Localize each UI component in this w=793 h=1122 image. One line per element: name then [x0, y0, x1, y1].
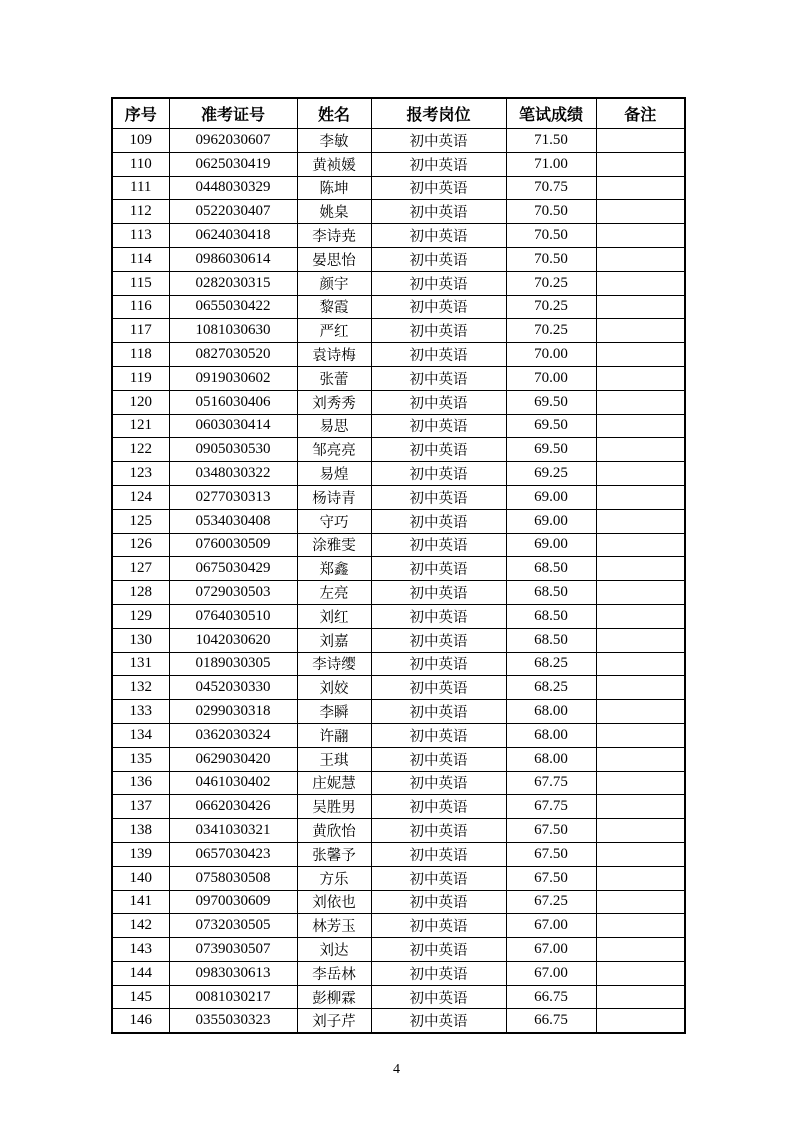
cell-index: 136 — [112, 771, 169, 795]
cell-score: 67.50 — [506, 819, 596, 843]
cell-name: 方乐 — [297, 866, 371, 890]
cell-ticket: 0452030330 — [169, 676, 297, 700]
column-header-remark: 备注 — [596, 98, 685, 129]
cell-ticket: 0657030423 — [169, 842, 297, 866]
cell-score: 68.25 — [506, 676, 596, 700]
cell-score: 70.25 — [506, 295, 596, 319]
cell-name: 郑鑫 — [297, 557, 371, 581]
cell-position: 初中英语 — [371, 438, 506, 462]
cell-name: 李诗缨 — [297, 652, 371, 676]
cell-score: 67.00 — [506, 961, 596, 985]
column-header-index: 序号 — [112, 98, 169, 129]
cell-position: 初中英语 — [371, 747, 506, 771]
cell-index: 120 — [112, 390, 169, 414]
cell-remark — [596, 961, 685, 985]
cell-position: 初中英语 — [371, 224, 506, 248]
table-row — [112, 628, 685, 652]
cell-position: 初中英语 — [371, 319, 506, 343]
cell-ticket: 0362030324 — [169, 723, 297, 747]
cell-position: 初中英语 — [371, 1009, 506, 1033]
cell-index: 125 — [112, 509, 169, 533]
cell-remark — [596, 152, 685, 176]
cell-score: 70.25 — [506, 271, 596, 295]
cell-index: 118 — [112, 343, 169, 367]
table-row — [112, 319, 685, 343]
table-row — [112, 866, 685, 890]
cell-name: 刘达 — [297, 938, 371, 962]
cell-index: 111 — [112, 176, 169, 200]
cell-remark — [596, 200, 685, 224]
cell-remark — [596, 652, 685, 676]
cell-index: 126 — [112, 533, 169, 557]
cell-name: 杨诗青 — [297, 485, 371, 509]
cell-index: 146 — [112, 1009, 169, 1033]
table-row — [112, 414, 685, 438]
cell-index: 137 — [112, 795, 169, 819]
cell-remark — [596, 628, 685, 652]
cell-score: 70.75 — [506, 176, 596, 200]
cell-name: 许翮 — [297, 723, 371, 747]
cell-remark — [596, 676, 685, 700]
cell-remark — [596, 247, 685, 271]
table-row — [112, 366, 685, 390]
cell-index: 144 — [112, 961, 169, 985]
cell-position: 初中英语 — [371, 819, 506, 843]
cell-position: 初中英语 — [371, 723, 506, 747]
cell-position: 初中英语 — [371, 628, 506, 652]
table-row — [112, 438, 685, 462]
cell-remark — [596, 438, 685, 462]
cell-index: 117 — [112, 319, 169, 343]
cell-name: 刘姣 — [297, 676, 371, 700]
cell-score: 70.25 — [506, 319, 596, 343]
cell-remark — [596, 343, 685, 367]
table-row — [112, 581, 685, 605]
cell-position: 初中英语 — [371, 961, 506, 985]
cell-index: 138 — [112, 819, 169, 843]
cell-ticket: 0341030321 — [169, 819, 297, 843]
cell-score: 68.50 — [506, 581, 596, 605]
cell-index: 110 — [112, 152, 169, 176]
cell-name: 严红 — [297, 319, 371, 343]
table-row — [112, 652, 685, 676]
cell-ticket: 0739030507 — [169, 938, 297, 962]
cell-remark — [596, 129, 685, 153]
cell-position: 初中英语 — [371, 771, 506, 795]
table-row — [112, 723, 685, 747]
cell-remark — [596, 723, 685, 747]
cell-ticket: 0983030613 — [169, 961, 297, 985]
page-number: 4 — [393, 1062, 400, 1077]
cell-score: 69.50 — [506, 438, 596, 462]
cell-ticket: 0624030418 — [169, 224, 297, 248]
cell-index: 142 — [112, 914, 169, 938]
table-row — [112, 247, 685, 271]
cell-ticket: 0603030414 — [169, 414, 297, 438]
cell-index: 143 — [112, 938, 169, 962]
cell-score: 67.50 — [506, 842, 596, 866]
cell-remark — [596, 533, 685, 557]
cell-score: 66.75 — [506, 985, 596, 1009]
cell-ticket: 1042030620 — [169, 628, 297, 652]
cell-name: 黄欣怡 — [297, 819, 371, 843]
cell-remark — [596, 366, 685, 390]
cell-position: 初中英语 — [371, 366, 506, 390]
cell-position: 初中英语 — [371, 985, 506, 1009]
cell-remark — [596, 1009, 685, 1033]
cell-remark — [596, 985, 685, 1009]
cell-ticket: 0729030503 — [169, 581, 297, 605]
cell-ticket: 0299030318 — [169, 700, 297, 724]
cell-score: 69.00 — [506, 533, 596, 557]
cell-index: 131 — [112, 652, 169, 676]
column-header-name: 姓名 — [297, 98, 371, 129]
cell-name: 邹亮亮 — [297, 438, 371, 462]
cell-score: 67.50 — [506, 866, 596, 890]
cell-name: 黄祯媛 — [297, 152, 371, 176]
cell-position: 初中英语 — [371, 129, 506, 153]
cell-remark — [596, 866, 685, 890]
cell-ticket: 0827030520 — [169, 343, 297, 367]
cell-remark — [596, 390, 685, 414]
table-row — [112, 604, 685, 628]
cell-remark — [596, 224, 685, 248]
cell-ticket: 0625030419 — [169, 152, 297, 176]
table-row — [112, 533, 685, 557]
cell-position: 初中英语 — [371, 652, 506, 676]
cell-ticket: 0448030329 — [169, 176, 297, 200]
cell-name: 庄妮慧 — [297, 771, 371, 795]
table-row — [112, 271, 685, 295]
cell-index: 115 — [112, 271, 169, 295]
cell-ticket: 0461030402 — [169, 771, 297, 795]
cell-index: 124 — [112, 485, 169, 509]
cell-ticket: 0760030509 — [169, 533, 297, 557]
cell-name: 刘子芹 — [297, 1009, 371, 1033]
cell-score: 67.25 — [506, 890, 596, 914]
cell-position: 初中英语 — [371, 866, 506, 890]
cell-score: 67.75 — [506, 771, 596, 795]
cell-score: 68.00 — [506, 723, 596, 747]
table-row — [112, 938, 685, 962]
cell-position: 初中英语 — [371, 462, 506, 486]
cell-remark — [596, 509, 685, 533]
cell-score: 67.00 — [506, 938, 596, 962]
cell-position: 初中英语 — [371, 414, 506, 438]
table-row — [112, 676, 685, 700]
table-row — [112, 961, 685, 985]
cell-index: 135 — [112, 747, 169, 771]
cell-name: 刘红 — [297, 604, 371, 628]
cell-remark — [596, 747, 685, 771]
cell-name: 李敏 — [297, 129, 371, 153]
cell-position: 初中英语 — [371, 200, 506, 224]
cell-position: 初中英语 — [371, 890, 506, 914]
cell-position: 初中英语 — [371, 533, 506, 557]
cell-name: 李诗尭 — [297, 224, 371, 248]
cell-position: 初中英语 — [371, 247, 506, 271]
table-row — [112, 842, 685, 866]
cell-remark — [596, 557, 685, 581]
cell-index: 127 — [112, 557, 169, 581]
cell-ticket: 0277030313 — [169, 485, 297, 509]
table-row — [112, 914, 685, 938]
table-row — [112, 152, 685, 176]
cell-ticket: 0758030508 — [169, 866, 297, 890]
cell-remark — [596, 700, 685, 724]
cell-name: 王琪 — [297, 747, 371, 771]
cell-index: 109 — [112, 129, 169, 153]
cell-position: 初中英语 — [371, 295, 506, 319]
table-row — [112, 509, 685, 533]
table-header-row — [112, 98, 685, 129]
cell-name: 袁诗梅 — [297, 343, 371, 367]
cell-index: 114 — [112, 247, 169, 271]
cell-score: 69.25 — [506, 462, 596, 486]
cell-name: 刘秀秀 — [297, 390, 371, 414]
cell-name: 吴胜男 — [297, 795, 371, 819]
cell-index: 119 — [112, 366, 169, 390]
cell-ticket: 0986030614 — [169, 247, 297, 271]
table-row — [112, 129, 685, 153]
exam-score-table — [111, 97, 686, 1034]
cell-ticket: 0675030429 — [169, 557, 297, 581]
cell-score: 68.50 — [506, 557, 596, 581]
cell-index: 132 — [112, 676, 169, 700]
cell-name: 涂雅雯 — [297, 533, 371, 557]
cell-index: 140 — [112, 866, 169, 890]
cell-index: 121 — [112, 414, 169, 438]
cell-remark — [596, 795, 685, 819]
cell-index: 128 — [112, 581, 169, 605]
cell-position: 初中英语 — [371, 509, 506, 533]
cell-ticket: 0081030217 — [169, 985, 297, 1009]
column-header-position: 报考岗位 — [371, 98, 506, 129]
cell-index: 145 — [112, 985, 169, 1009]
cell-name: 颜宇 — [297, 271, 371, 295]
cell-position: 初中英语 — [371, 581, 506, 605]
cell-remark — [596, 414, 685, 438]
cell-score: 70.50 — [506, 247, 596, 271]
table-row — [112, 890, 685, 914]
cell-position: 初中英语 — [371, 343, 506, 367]
cell-index: 133 — [112, 700, 169, 724]
table-row — [112, 176, 685, 200]
cell-score: 68.00 — [506, 700, 596, 724]
table-row — [112, 747, 685, 771]
cell-score: 69.50 — [506, 390, 596, 414]
cell-position: 初中英语 — [371, 795, 506, 819]
cell-name: 晏思怡 — [297, 247, 371, 271]
table-body — [112, 129, 685, 1034]
cell-remark — [596, 771, 685, 795]
cell-name: 刘依也 — [297, 890, 371, 914]
cell-ticket: 0905030530 — [169, 438, 297, 462]
cell-score: 70.50 — [506, 224, 596, 248]
cell-score: 67.75 — [506, 795, 596, 819]
cell-name: 守巧 — [297, 509, 371, 533]
cell-position: 初中英语 — [371, 604, 506, 628]
table-row — [112, 700, 685, 724]
cell-position: 初中英语 — [371, 557, 506, 581]
cell-score: 71.50 — [506, 129, 596, 153]
cell-position: 初中英语 — [371, 176, 506, 200]
cell-position: 初中英语 — [371, 152, 506, 176]
cell-name: 张蕾 — [297, 366, 371, 390]
cell-position: 初中英语 — [371, 390, 506, 414]
cell-position: 初中英语 — [371, 938, 506, 962]
cell-ticket: 0629030420 — [169, 747, 297, 771]
cell-remark — [596, 176, 685, 200]
cell-score: 66.75 — [506, 1009, 596, 1033]
cell-score: 68.00 — [506, 747, 596, 771]
cell-ticket: 0919030602 — [169, 366, 297, 390]
cell-position: 初中英语 — [371, 485, 506, 509]
cell-remark — [596, 462, 685, 486]
column-header-score: 笔试成绩 — [506, 98, 596, 129]
cell-remark — [596, 938, 685, 962]
cell-remark — [596, 890, 685, 914]
cell-remark — [596, 819, 685, 843]
cell-name: 李岳林 — [297, 961, 371, 985]
cell-ticket: 0189030305 — [169, 652, 297, 676]
cell-score: 69.50 — [506, 414, 596, 438]
cell-index: 129 — [112, 604, 169, 628]
cell-name: 黎霞 — [297, 295, 371, 319]
cell-score: 67.00 — [506, 914, 596, 938]
cell-ticket: 0655030422 — [169, 295, 297, 319]
table-row — [112, 771, 685, 795]
cell-ticket: 1081030630 — [169, 319, 297, 343]
cell-index: 134 — [112, 723, 169, 747]
cell-name: 李瞬 — [297, 700, 371, 724]
cell-score: 71.00 — [506, 152, 596, 176]
cell-score: 70.50 — [506, 200, 596, 224]
cell-position: 初中英语 — [371, 271, 506, 295]
cell-index: 123 — [112, 462, 169, 486]
cell-score: 69.00 — [506, 485, 596, 509]
cell-remark — [596, 485, 685, 509]
table-row — [112, 295, 685, 319]
cell-remark — [596, 271, 685, 295]
cell-name: 易思 — [297, 414, 371, 438]
cell-index: 141 — [112, 890, 169, 914]
cell-score: 70.00 — [506, 343, 596, 367]
cell-position: 初中英语 — [371, 914, 506, 938]
cell-ticket: 0516030406 — [169, 390, 297, 414]
cell-score: 68.50 — [506, 628, 596, 652]
table-row — [112, 200, 685, 224]
cell-name: 张馨予 — [297, 842, 371, 866]
column-header-ticket: 准考证号 — [169, 98, 297, 129]
cell-index: 130 — [112, 628, 169, 652]
cell-position: 初中英语 — [371, 700, 506, 724]
cell-score: 68.25 — [506, 652, 596, 676]
cell-ticket: 0534030408 — [169, 509, 297, 533]
cell-ticket: 0522030407 — [169, 200, 297, 224]
cell-ticket: 0962030607 — [169, 129, 297, 153]
cell-ticket: 0764030510 — [169, 604, 297, 628]
cell-ticket: 0732030505 — [169, 914, 297, 938]
table-row — [112, 557, 685, 581]
cell-remark — [596, 319, 685, 343]
cell-name: 左亮 — [297, 581, 371, 605]
table-row — [112, 1009, 685, 1033]
cell-ticket: 0355030323 — [169, 1009, 297, 1033]
cell-index: 113 — [112, 224, 169, 248]
table-row — [112, 343, 685, 367]
table-row — [112, 390, 685, 414]
table-row — [112, 819, 685, 843]
cell-position: 初中英语 — [371, 842, 506, 866]
table-row — [112, 224, 685, 248]
cell-ticket: 0970030609 — [169, 890, 297, 914]
cell-index: 116 — [112, 295, 169, 319]
cell-remark — [596, 604, 685, 628]
table-row — [112, 985, 685, 1009]
table-row — [112, 485, 685, 509]
cell-remark — [596, 842, 685, 866]
cell-remark — [596, 295, 685, 319]
cell-score: 69.00 — [506, 509, 596, 533]
table-row — [112, 795, 685, 819]
cell-index: 122 — [112, 438, 169, 462]
cell-position: 初中英语 — [371, 676, 506, 700]
cell-remark — [596, 581, 685, 605]
cell-index: 139 — [112, 842, 169, 866]
cell-name: 姚臬 — [297, 200, 371, 224]
cell-name: 林芳玉 — [297, 914, 371, 938]
cell-score: 70.00 — [506, 366, 596, 390]
cell-name: 刘嘉 — [297, 628, 371, 652]
cell-ticket: 0348030322 — [169, 462, 297, 486]
cell-name: 易煌 — [297, 462, 371, 486]
cell-remark — [596, 914, 685, 938]
cell-index: 112 — [112, 200, 169, 224]
cell-ticket: 0282030315 — [169, 271, 297, 295]
cell-score: 68.50 — [506, 604, 596, 628]
cell-name: 陈坤 — [297, 176, 371, 200]
cell-name: 彭柳霖 — [297, 985, 371, 1009]
cell-ticket: 0662030426 — [169, 795, 297, 819]
table-row — [112, 462, 685, 486]
